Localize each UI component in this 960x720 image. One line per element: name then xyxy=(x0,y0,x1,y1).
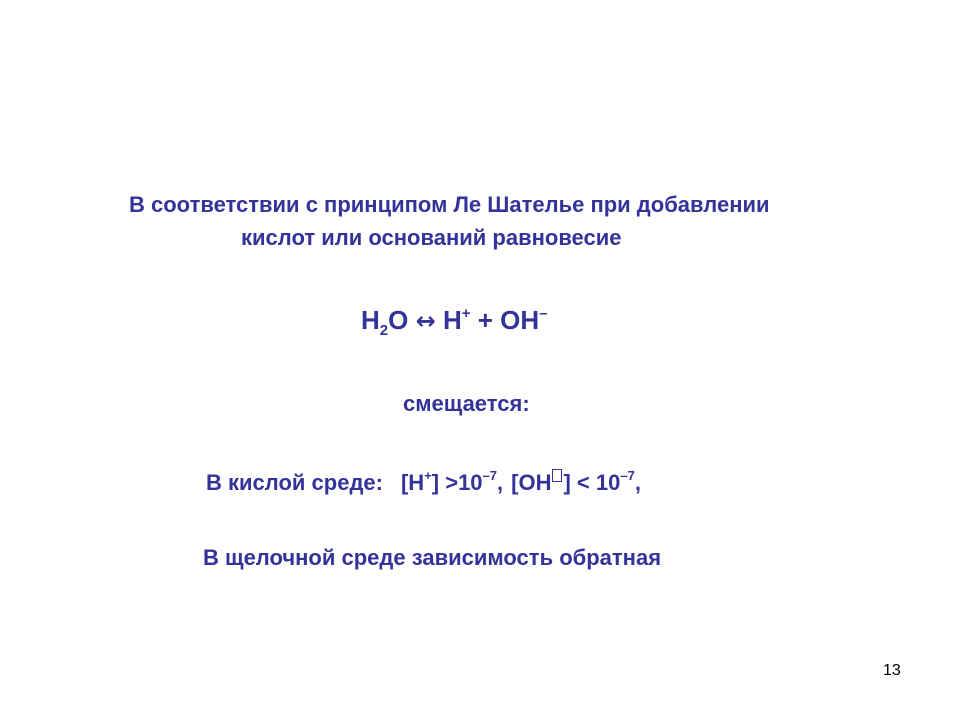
oh-concentration-open: [OH xyxy=(511,470,552,495)
acid-label: В кислой среде: xyxy=(206,470,383,495)
acid-comma-2: , xyxy=(634,470,641,495)
oh-concentration-exponent: –7 xyxy=(620,468,635,483)
acidic-medium-line xyxy=(206,469,641,496)
h-concentration-value: ] >10 xyxy=(431,470,483,495)
oh-concentration-value: ] < 10 xyxy=(563,470,621,495)
alkaline-medium-line: В щелочной среде зависимость обратная xyxy=(203,545,662,570)
eq-h2o-o: O xyxy=(388,305,409,335)
eq-hydroxide-ion: OH xyxy=(500,305,540,335)
h-concentration-open: [H xyxy=(400,470,425,495)
acid-comma-1: , xyxy=(497,470,504,495)
intro-text-line-2: кислот или оснований равновесие xyxy=(241,225,622,250)
eq-h2o-subscript: 2 xyxy=(379,322,389,339)
double-arrow-icon: ↔ xyxy=(415,307,436,335)
intro-text-line-1: В соответствии с принципом Ле Шателье при добавлении xyxy=(129,192,770,217)
eq-plus: + xyxy=(477,305,493,335)
eq-hydrogen-ion: H xyxy=(442,305,462,335)
eq-hydroxide-charge: – xyxy=(539,305,548,322)
water-equilibrium-equation xyxy=(361,305,548,339)
shifts-text: смещается: xyxy=(403,391,530,416)
missing-glyph-icon xyxy=(552,469,562,482)
page-number: 13 xyxy=(883,662,901,679)
h-concentration-charge: + xyxy=(424,468,432,483)
eq-hydrogen-charge: + xyxy=(461,305,471,322)
eq-h2o-h: H xyxy=(361,305,380,335)
h-concentration-exponent: –7 xyxy=(482,468,498,483)
